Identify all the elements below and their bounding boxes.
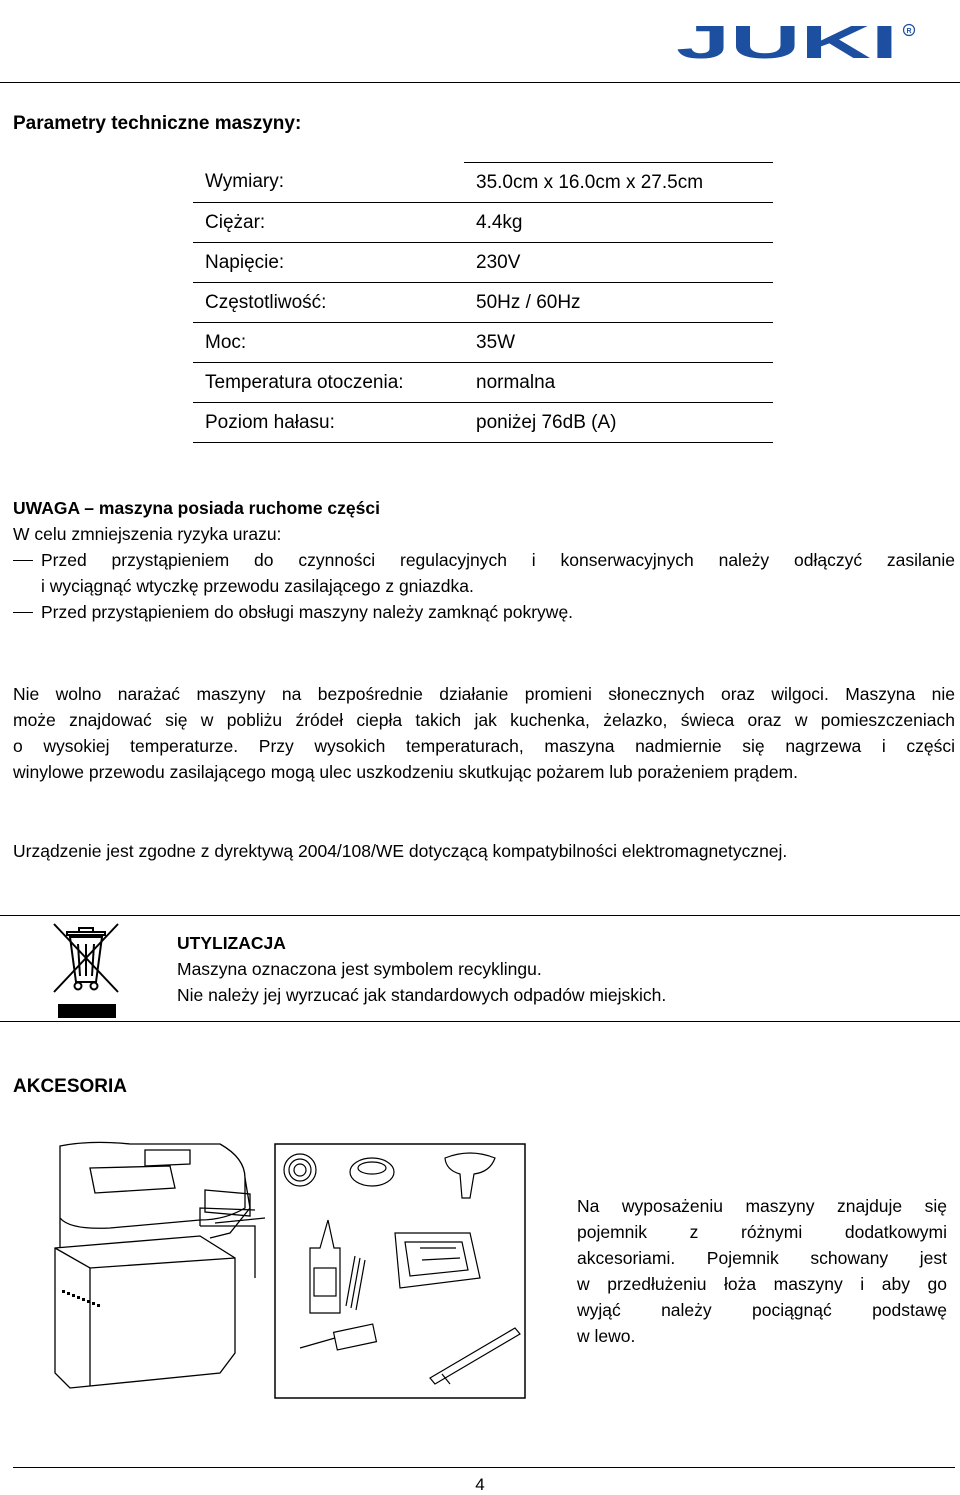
spec-value: 4.4kg bbox=[464, 203, 773, 243]
paragraph-line: może znajdować się w pobliżu źródeł ciepła takich jak kuchenka, żelazko, świeca oraz w pomieszczeniach bbox=[13, 710, 955, 730]
paragraph-line: w lewo. bbox=[577, 1326, 636, 1346]
paragraph-line: pojemnik z różnymi dodatkowymi bbox=[577, 1222, 947, 1242]
disposal-heading: UTYLIZACJA bbox=[177, 933, 286, 953]
warning-section bbox=[13, 495, 955, 625]
disposal-top-rule bbox=[0, 915, 960, 916]
disposal-line: Nie należy jej wyrzucać jak standardowych odpadów miejskich. bbox=[177, 985, 667, 1005]
warning-item-line: i wyciągnąć wtyczkę przewodu zasilającego z gniazdka. bbox=[41, 576, 474, 596]
table-row bbox=[193, 163, 773, 203]
specs-table bbox=[193, 162, 773, 443]
warning-item bbox=[13, 599, 955, 625]
dash-bullet-icon bbox=[13, 560, 33, 561]
header-rule bbox=[0, 82, 960, 83]
disposal-section bbox=[177, 930, 666, 1008]
warning-item-line: Przed przystąpieniem do czynności regulacyjnych i konserwacyjnych należy odłączyć zasilanie bbox=[41, 550, 955, 570]
paragraph-line: o wysokiej temperaturze. Przy wysokich temperaturach, maszyna nadmiernie się nagrzewa i części bbox=[13, 736, 955, 756]
spec-label: Moc: bbox=[193, 323, 464, 363]
spec-label: Wymiary: bbox=[205, 171, 284, 193]
paragraph-line: Na wyposażeniu maszyny znajduje się bbox=[577, 1196, 947, 1216]
spec-value: 35W bbox=[464, 323, 773, 363]
spec-value: 230V bbox=[464, 243, 773, 283]
paragraph-line: w przedłużeniu łoża maszyny i aby go bbox=[577, 1274, 947, 1294]
paragraph-line: winylowe przewodu zasilającego mogą ulec uszkodzeniu skutkując pożarem lub porażeniem prądem. bbox=[13, 762, 798, 782]
emc-paragraph: Urządzenie jest zgodne z dyrektywą 2004/108/WE dotyczącą kompatybilności elektromagnetycznej. bbox=[13, 841, 788, 861]
accessories-illustration bbox=[50, 1138, 530, 1403]
disposal-line: Maszyna oznaczona jest symbolem recyklingu. bbox=[177, 959, 542, 979]
table-row bbox=[193, 203, 773, 243]
warning-intro: W celu zmniejszenia ryzyka urazu: bbox=[13, 524, 282, 544]
page-number: 4 bbox=[475, 1475, 485, 1494]
footer-rule bbox=[13, 1467, 955, 1468]
specs-title: Parametry techniczne maszyny: bbox=[13, 113, 302, 134]
table-row bbox=[193, 363, 773, 403]
paragraph-line: Nie wolno narażać maszyny na bezpośrednie działanie promieni słonecznych oraz wilgoci. Maszyna nie bbox=[13, 684, 955, 704]
warning-item-line: Przed przystąpieniem do obsługi maszyny należy zamknąć pokrywę. bbox=[41, 602, 574, 622]
paragraph-line: wyjąć należy pociągnąć podstawę bbox=[577, 1300, 947, 1320]
crossed-bin-icon bbox=[50, 920, 122, 1020]
spec-label: Ciężar: bbox=[193, 203, 464, 243]
spec-label: Temperatura otoczenia: bbox=[193, 363, 464, 403]
warning-item bbox=[13, 547, 955, 599]
spec-value: poniżej 76dB (A) bbox=[464, 403, 773, 443]
spec-label: Poziom hałasu: bbox=[193, 403, 464, 443]
table-row bbox=[193, 403, 773, 443]
table-row bbox=[193, 323, 773, 363]
spec-value: 50Hz / 60Hz bbox=[464, 283, 773, 323]
accessories-heading: AKCESORIA bbox=[13, 1076, 128, 1097]
spec-value: 35.0cm x 16.0cm x 27.5cm bbox=[464, 163, 773, 203]
accessories-description bbox=[577, 1193, 947, 1349]
juki-logo bbox=[676, 22, 916, 62]
dash-bullet-icon bbox=[13, 612, 33, 613]
safety-paragraph bbox=[13, 681, 955, 785]
svg-text:R: R bbox=[906, 27, 912, 35]
spec-value: normalna bbox=[464, 363, 773, 403]
table-row bbox=[193, 243, 773, 283]
table-row bbox=[193, 283, 773, 323]
warning-heading: UWAGA – maszyna posiada ruchome części bbox=[13, 498, 380, 518]
paragraph-line: akcesoriami. Pojemnik schowany jest bbox=[577, 1248, 947, 1268]
spec-label: Napięcie: bbox=[193, 243, 464, 283]
disposal-bottom-rule bbox=[0, 1021, 960, 1022]
brand-logotype: JUKI bbox=[676, 22, 898, 62]
spec-label: Częstotliwość: bbox=[193, 283, 464, 323]
